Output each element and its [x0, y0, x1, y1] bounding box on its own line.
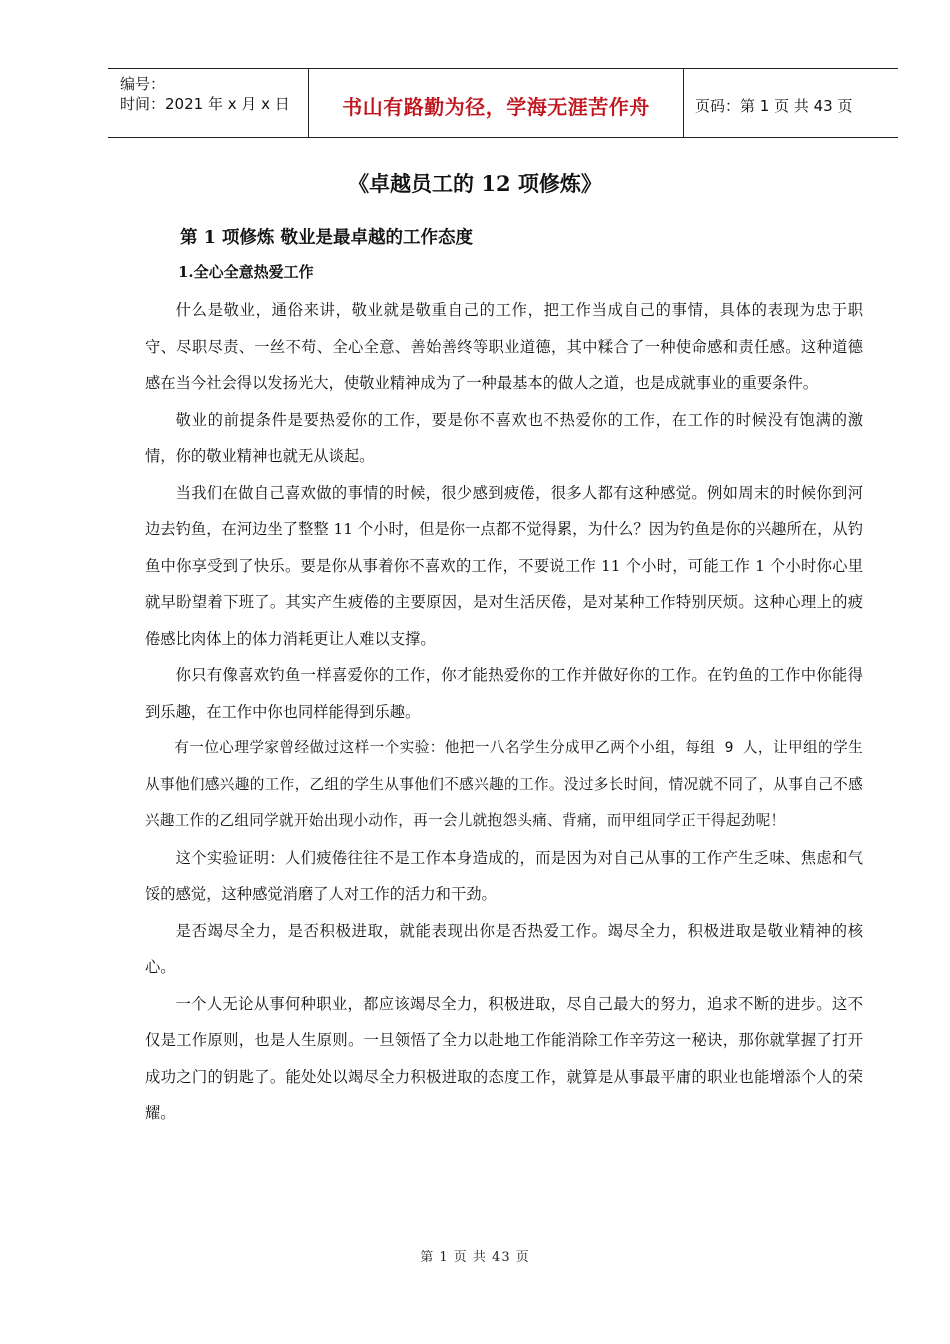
paragraph: 一个人无论从事何种职业，都应该竭尽全力，积极进取，尽自己最大的努力，追求不断的进步。这不仅是工作原则，也是人生原则。一旦领悟了全力以赴地工作能消除工作辛劳这一秘诀，那你就掌握了打开成功之门的钥匙了。能处处以竭尽全力积极进取的态度工作，就算是从事最平庸的职业也能增添个人的荣耀。: [145, 994, 863, 1122]
body-text: [145, 292, 863, 1132]
paragraph: 你只有像喜欢钓鱼一样喜爱你的工作，你才能热爱你的工作并做好你的工作。在钓鱼的工作中你能得到乐趣，在工作中你也同样能得到乐趣。: [145, 666, 863, 721]
document-title: 《卓越员工的 12 项修炼》: [348, 171, 602, 196]
document-number-label: 编号：: [120, 75, 166, 93]
sub-heading: 1.全心全意热爱工作: [178, 263, 314, 281]
page-footer: 第 1 页 共 43 页: [420, 1250, 530, 1265]
header-page-label: 页码：第 1 页 共 43 页: [695, 97, 853, 115]
document-time-label: 时间：2021 年 x 月 x 日: [120, 95, 290, 113]
header-table: [108, 68, 898, 138]
paragraph: 这个实验证明：人们疲倦往往不是工作本身造成的，而是因为对自己从事的工作产生乏味、焦虑和气馁的感觉，这种感觉消磨了人对工作的活力和干劲。: [145, 848, 863, 903]
header-motto: 书山有路勤为径，学海无涯苦作舟: [342, 95, 650, 119]
paragraph: 什么是敬业，通俗来讲，敬业就是敬重自己的工作，把工作当成自己的事情，具体的表现为忠于职守、尽职尽责、一丝不苟、全心全意、善始善终等职业道德，其中糅合了一种使命感和责任感。这种道德感在当今社会得以发扬光大，使敬业精神成为了一种最基本的做人之道，也是成就事业的重要条件。: [145, 301, 863, 392]
paragraph: 当我们在做自己喜欢做的事情的时候，很少感到疲倦，很多人都有这种感觉。例如周末的时候你到河边去钓鱼，在河边坐了整整 11 个小时，但是你一点都不觉得累，为什么？因为钓鱼是你的兴趣所在，从钓鱼中你享受到了快乐。要是你从事着你不喜欢的工作，不要说工作 11 个小时，可能工作 1 个小时你心里就早盼望着下班了。其实产生疲倦的主要原因，是对生活厌倦，是对某种工作特别厌烦。这种心理上的疲倦感比肉体上的体力消耗更让人难以支撑。: [145, 483, 863, 648]
header-motto-cell: [308, 69, 684, 137]
paragraph: 是否竭尽全力，是否积极进取，就能表现出你是否热爱工作。竭尽全力，积极进取是敬业精神的核心。: [145, 921, 863, 976]
section-heading: 第 1 项修炼 敬业是最卓越的工作态度: [180, 228, 473, 248]
paragraph-experiment: 有一位心理学家曾经做过这样一个实验：他把一八名学生分成甲乙两个小组，每组 9 人，让甲组的学生从事他们感兴趣的工作，乙组的学生从事他们不感兴趣的工作。没过多长时间，情况就不同了，从事自己不感兴趣工作的乙组同学就开始出现小动作，再一会儿就抱怨头痛、背痛，而甲组同学正干得起劲呢！: [145, 739, 863, 829]
header-page-cell: [683, 69, 898, 137]
header-meta-cell: [108, 69, 308, 137]
paragraph: 敬业的前提条件是要热爱你的工作，要是你不喜欢也不热爱你的工作，在工作的时候没有饱满的激情，你的敬业精神也就无从谈起。: [145, 410, 863, 465]
